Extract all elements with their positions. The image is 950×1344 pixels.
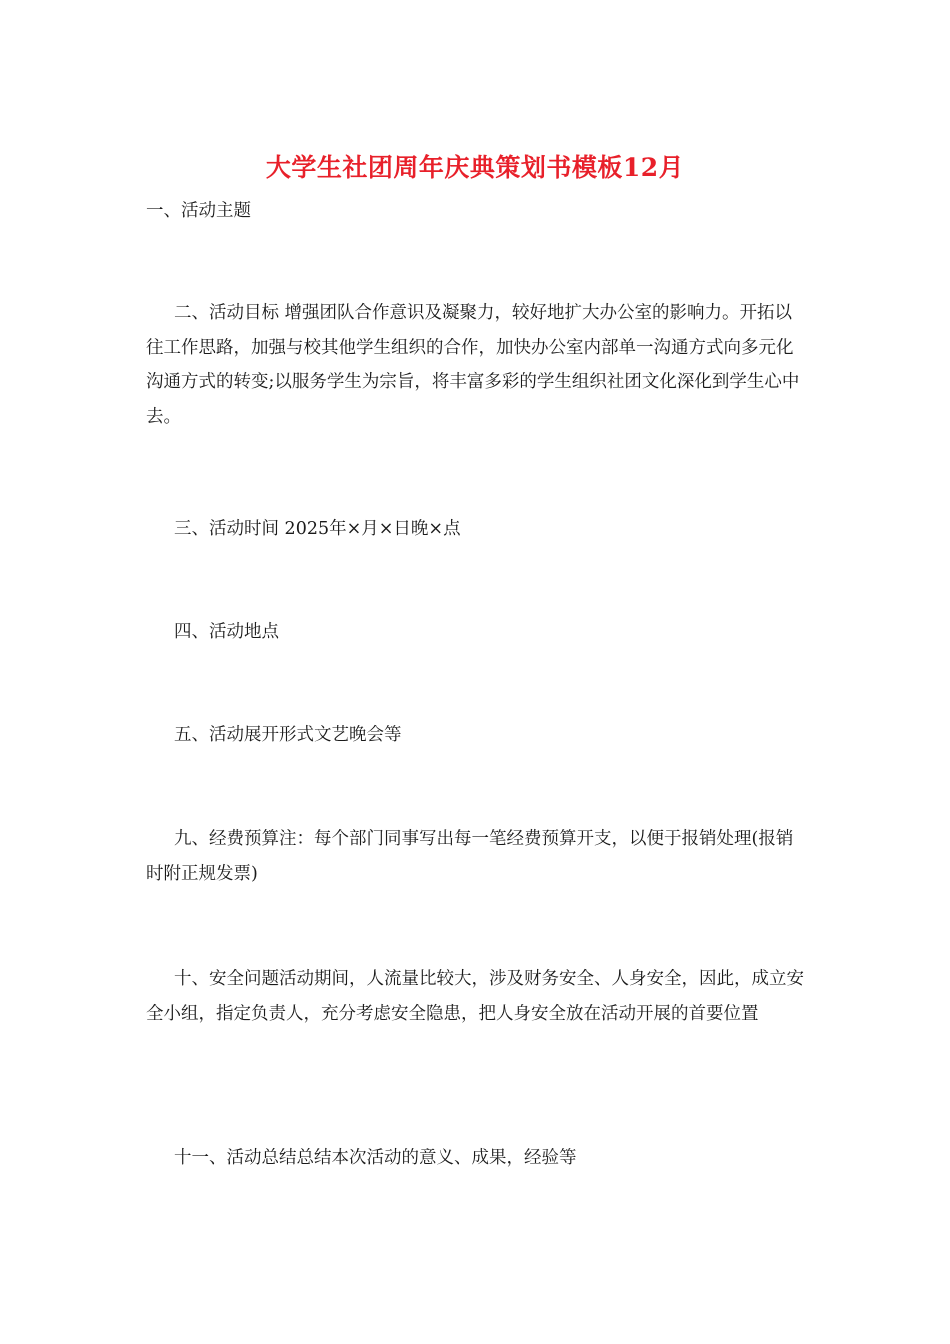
section-activity-time: 三、活动时间 2025年×月×日晚×点 bbox=[174, 519, 461, 539]
section-activity-theme: 一、活动主题 bbox=[146, 201, 251, 221]
section-activity-location: 四、活动地点 bbox=[174, 622, 279, 642]
section-activity-format: 五、活动展开形式文艺晚会等 bbox=[174, 725, 402, 745]
section-activity-goal: 二、活动目标 增强团队合作意识及凝聚力，较好地扩大办公室的影响力。开拓以往工作思路，加强与校其他学生组织的合作，加快办公室内部单一沟通方式向多元化沟通方式的转变;以服务学生为宗旨，将丰富多彩的学生组织社团文化深化到学生心中去。 bbox=[146, 303, 800, 427]
document-title: 大学生社团周年庆典策划书模板12月 bbox=[265, 153, 685, 182]
section-safety: 十、安全问题活动期间，人流量比较大，涉及财务安全、人身安全，因此，成立安全小组，指定负责人，充分考虑安全隐患，把人身安全放在活动开展的首要位置 bbox=[146, 969, 804, 1024]
section-summary: 十一、活动总结总结本次活动的意义、成果，经验等 bbox=[174, 1148, 577, 1168]
section-budget: 九、经费预算注：每个部门同事写出每一笔经费预算开支，以便于报销处理(报销时附正规发票) bbox=[146, 829, 794, 884]
